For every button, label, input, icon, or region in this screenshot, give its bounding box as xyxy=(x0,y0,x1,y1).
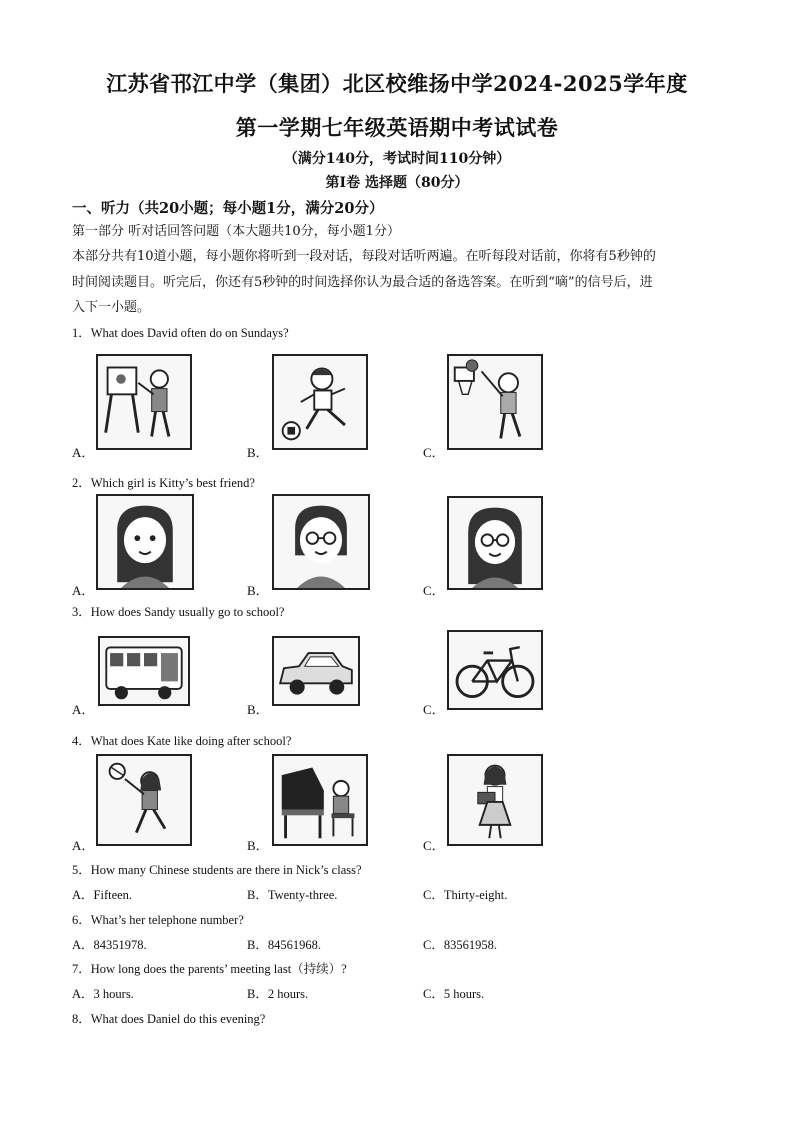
bus-picture xyxy=(98,636,190,706)
q5-option-a[interactable]: A．Fifteen. xyxy=(72,888,133,902)
q4-option-c[interactable]: C． xyxy=(423,838,445,853)
exam-title-line2: 第一学期七年级英语期中考试试卷 xyxy=(235,115,559,140)
q1-option-c[interactable]: C． xyxy=(423,445,445,460)
q5-option-b[interactable]: B．Twenty-three. xyxy=(247,888,338,902)
question-7: 7．How long does the parents’ meeting last（持续）? xyxy=(72,962,347,976)
q2-option-a[interactable]: A． xyxy=(72,583,95,598)
q3-option-b[interactable]: B． xyxy=(247,702,269,717)
girl-reading-picture xyxy=(447,754,543,846)
car-picture xyxy=(272,636,360,706)
q5-option-c[interactable]: C．Thirty-eight. xyxy=(423,888,508,902)
q1-option-a[interactable]: A． xyxy=(72,445,95,460)
q7-option-b[interactable]: B．2 hours. xyxy=(247,987,309,1001)
q6-option-c[interactable]: C．83561958. xyxy=(423,938,497,952)
q2-option-c[interactable]: C． xyxy=(423,583,445,598)
girl-playing-volleyball-picture xyxy=(96,754,192,846)
q7-option-c[interactable]: C．5 hours. xyxy=(423,987,485,1001)
question-2: 2．Which girl is Kitty’s best friend? xyxy=(72,476,255,490)
q6-option-a[interactable]: A．84351978. xyxy=(72,938,147,952)
question-4: 4．What does Kate like doing after school? xyxy=(72,734,292,748)
girl-long-hair-picture xyxy=(96,494,194,590)
q4-option-a[interactable]: A． xyxy=(72,838,95,853)
instructions-line2: 时间阅读题目。听完后，你还有5秒钟的时间选择你认为最合适的备选答案。在听到“嘀”的信号后，进 xyxy=(72,275,653,290)
instructions-line1: 本部分共有10道小题，每小题你将听到一段对话，每段对话听两遍。在听每段对话前，你将有5秒钟的 xyxy=(72,249,656,264)
question-3: 3．How does Sandy usually go to school? xyxy=(72,605,285,619)
question-1: 1．What does David often do on Sundays? xyxy=(72,326,289,340)
girl-long-hair-glasses-picture xyxy=(447,496,543,590)
question-6: 6．What’s her telephone number? xyxy=(72,913,244,927)
q6-option-b[interactable]: B．84561968. xyxy=(247,938,321,952)
score-info: （满分140分，考试时间110分钟） xyxy=(283,151,511,167)
question-8: 8．What does Daniel do this evening? xyxy=(72,1012,266,1026)
boy-playing-football-picture xyxy=(272,354,368,450)
boy-playing-basketball-picture xyxy=(447,354,543,450)
q3-option-a[interactable]: A． xyxy=(72,702,95,717)
boy-painting-picture xyxy=(96,354,192,450)
question-5: 5．How many Chinese students are there in Nick’s class? xyxy=(72,863,362,877)
q3-option-c[interactable]: C． xyxy=(423,702,445,717)
q4-option-b[interactable]: B． xyxy=(247,838,269,853)
section-heading: 一、听力（共20小题；每小题1分，满分20分） xyxy=(72,200,384,217)
part-title: 第Ⅰ卷 选择题（80分） xyxy=(325,175,469,191)
q1-option-b[interactable]: B． xyxy=(247,445,269,460)
part1-heading: 第一部分 听对话回答问题（本大题共10分，每小题1分） xyxy=(72,224,400,239)
instructions-line3: 入下一小题。 xyxy=(72,300,151,315)
q2-option-b[interactable]: B． xyxy=(247,583,269,598)
q7-option-a[interactable]: A．3 hours. xyxy=(72,987,134,1001)
bicycle-picture xyxy=(447,630,543,710)
exam-title-line1: 江苏省邗江中学（集团）北区校维扬中学2024-2025学年度 xyxy=(106,71,688,96)
girl-short-hair-glasses-picture xyxy=(272,494,370,590)
girl-playing-piano-picture xyxy=(272,754,368,846)
